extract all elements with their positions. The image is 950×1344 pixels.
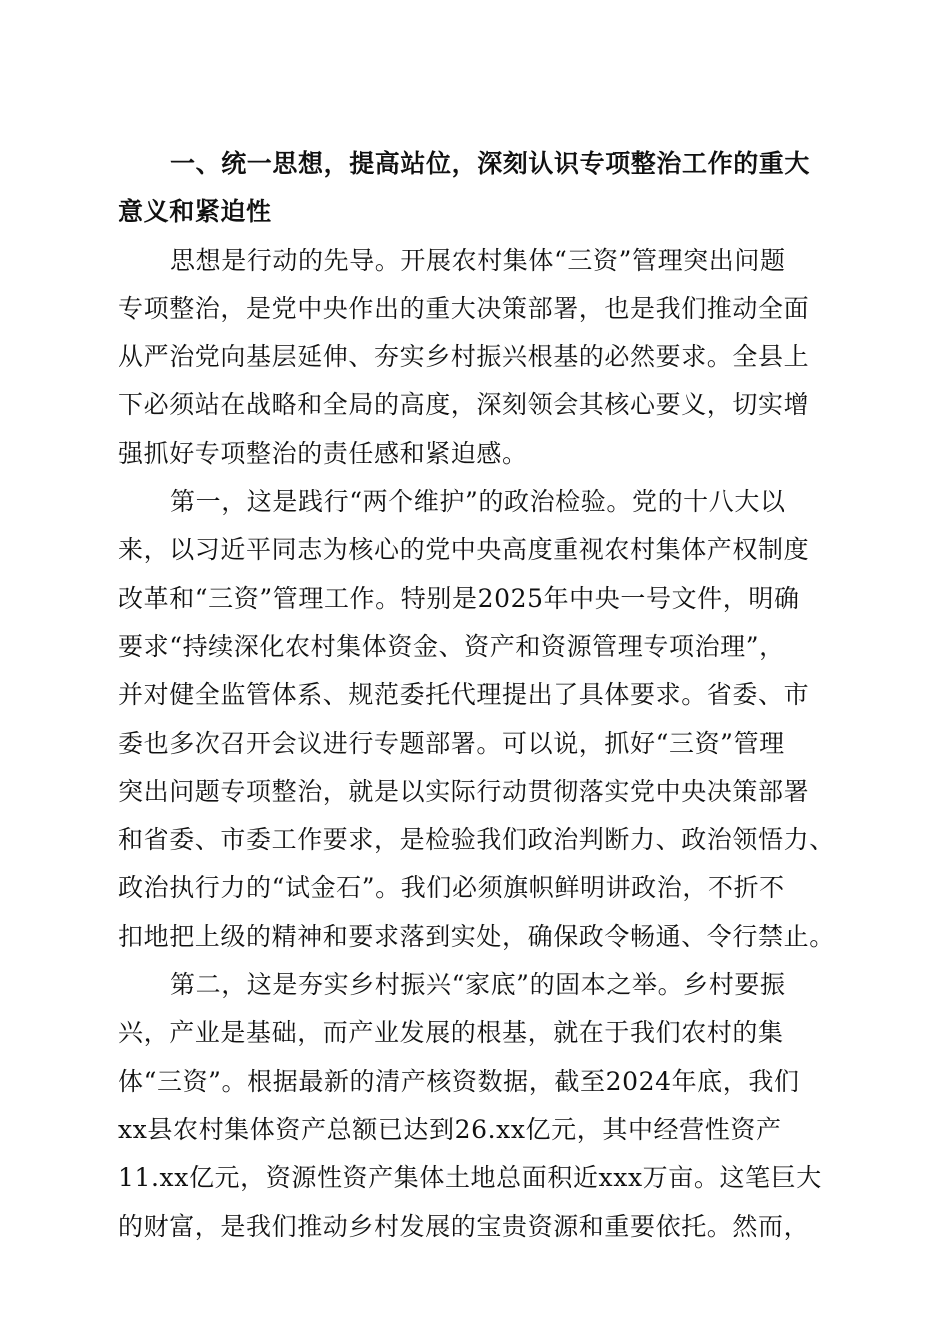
paragraph-line: 11.xx亿元，资源性资产集体土地总面积近xxx万亩。这笔巨大	[118, 1163, 822, 1193]
paragraph-line: 政治执行力的“试金石”。我们必须旗帜鲜明讲政治，不折不	[118, 873, 785, 903]
document-body	[118, 140, 834, 1251]
paragraph-line: 兴，产业是基础，而产业发展的根基，就在于我们农村的集	[118, 1018, 784, 1048]
paragraph-line: 第二，这是夯实乡村振兴“家底”的固本之举。乡村要振	[170, 970, 786, 1000]
paragraph-line: 从严治党向基层延伸、夯实乡村振兴根基的必然要求。全县上	[118, 342, 810, 372]
paragraph-line: 委也多次召开会议进行专题部署。可以说，抓好“三资”管理	[118, 728, 785, 758]
paragraph-line: xx县农村集体资产总额已达到26.xx亿元，其中经营性资产	[118, 1114, 782, 1144]
paragraph-line: 第一，这是践行“两个维护”的政治检验。党的十八大以	[170, 487, 786, 517]
paragraph-line: 要求“持续深化农村集体资金、资产和资源管理专项治理”，	[118, 631, 785, 661]
paragraph-line: 来，以习近平同志为核心的党中央高度重视农村集体产权制度	[118, 535, 810, 565]
paragraph-line: 思想是行动的先导。开展农村集体“三资”管理突出问题	[170, 245, 786, 275]
paragraph-line: 专项整治，是党中央作出的重大决策部署，也是我们推动全面	[118, 293, 810, 323]
paragraph-line: 扣地把上级的精神和要求落到实处，确保政令畅通、令行禁止。	[118, 921, 835, 951]
paragraph-line: 的财富，是我们推动乡村发展的宝贵资源和重要依托。然而，	[118, 1211, 810, 1241]
section-heading	[118, 140, 834, 237]
heading-line: 一、统一思想，提高站位，深刻认识专项整治工作的重大	[170, 149, 811, 178]
paragraph-line: 下必须站在战略和全局的高度，深刻领会其核心要义，切实增	[118, 390, 810, 420]
paragraph-line: 突出问题专项整治，就是以实际行动贯彻落实党中央决策部署	[118, 776, 810, 806]
paragraph-first-point	[118, 478, 834, 961]
paragraph-line: 强抓好专项整治的责任感和紧迫感。	[118, 438, 528, 468]
paragraph-line: 体“三资”。根据最新的清产核资数据，截至2024年底，我们	[118, 1066, 800, 1096]
paragraph-second-point	[118, 961, 834, 1251]
paragraph-line: 改革和“三资”管理工作。特别是2025年中央一号文件，明确	[118, 583, 800, 613]
paragraph-line: 和省委、市委工作要求，是检验我们政治判断力、政治领悟力、	[118, 825, 835, 855]
paragraph-line: 并对健全监管体系、规范委托代理提出了具体要求。省委、市	[118, 680, 810, 710]
heading-line: 意义和紧迫性	[118, 197, 272, 227]
paragraph-intro	[118, 237, 834, 478]
